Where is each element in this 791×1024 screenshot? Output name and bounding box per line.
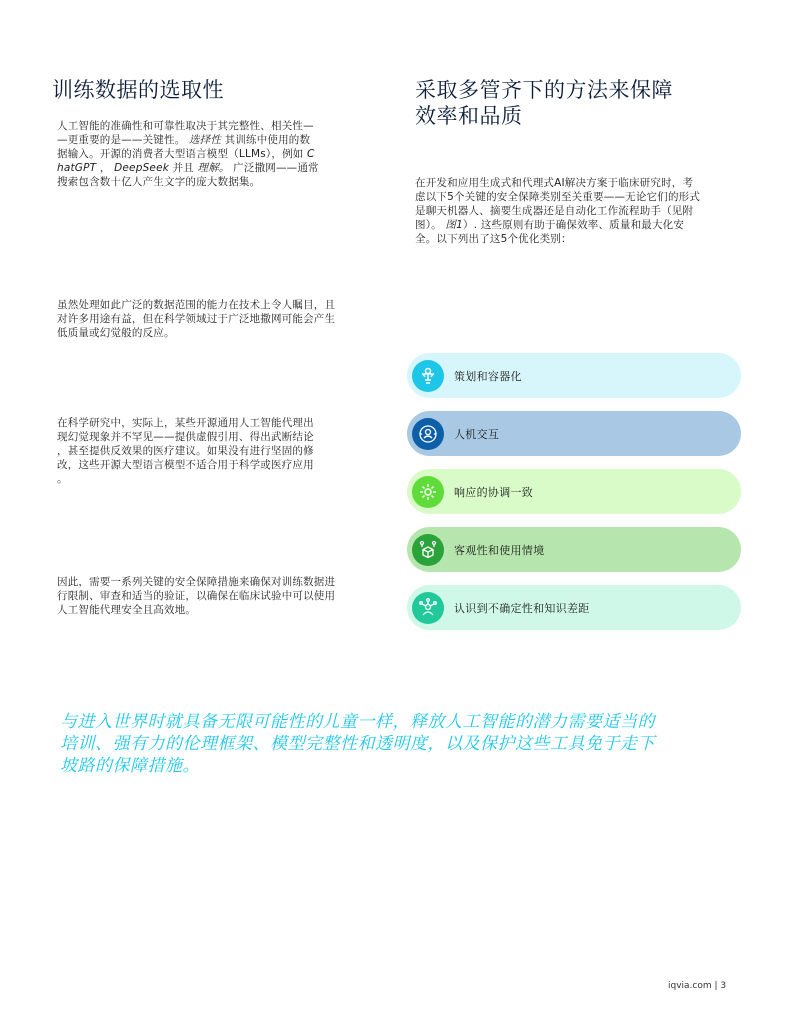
human-ai-icon bbox=[412, 418, 444, 450]
page-footer: iqvia.com | 3 bbox=[668, 981, 727, 991]
left-heading: 训练数据的选取性 bbox=[52, 78, 224, 102]
category-human-ai bbox=[407, 411, 741, 456]
category-label: 人机交互 bbox=[454, 427, 500, 441]
right-intro: 在开发和应用生成式和代理式AI解决方案于临床研究时，考 虑以下5个关键的安全保障类别至关重要——无论它们的形式 是聊天机器人、摘要生成器还是自动化工作流程助手（见附 图）。 图1）. 这些原则有助于确保效率、质量和最大化安 全。以下列出了这5个优化类别： bbox=[415, 177, 701, 245]
category-objectivity bbox=[407, 527, 741, 572]
category-label: 认识到不确定性和知识差距 bbox=[454, 601, 590, 615]
category-label: 响应的协调一致 bbox=[454, 485, 534, 499]
cube-network-icon bbox=[412, 534, 444, 566]
category-label: 客观性和使用情境 bbox=[454, 543, 545, 557]
left-paragraph-2: 虽然处理如此广泛的数据范围的能力在技术上令人瞩目，且 对许多用途有益，但在科学领域过于广泛地撒网可能会产生 低质量或幻觉般的反应。 bbox=[57, 299, 336, 339]
category-uncertainty bbox=[407, 585, 741, 630]
right-heading: 采取多管齐下的方法来保障 效率和品质 bbox=[415, 78, 673, 128]
left-paragraph-3: 在科学研究中，实际上，某些开源通用人工智能代理出 现幻觉现象并不罕见——提供虚假引用、得出武断结论 ，甚至提供反效果的医疗建议。如果没有进行坚固的修 改，这些开源大型语言模型不适合用于科学或医疗应用 。 bbox=[57, 417, 314, 485]
category-label: 策划和容器化 bbox=[454, 369, 522, 383]
gear-sync-icon bbox=[412, 476, 444, 508]
left-paragraph-1: 人工智能的准确性和可靠性取决于其完整性、相关性— —更重要的是——关键性。 选择性 其训练中使用的数 据输入。开源的消费者大型语言模型（LLMs），例如 C hatGPT ， DeepSeek 并且 理解。 广泛撒网——通常 搜索包含数十亿人产生文字的庞大数据集。 bbox=[57, 120, 319, 188]
category-curation bbox=[407, 353, 741, 398]
left-paragraph-4: 因此，需要一系列关键的安全保障措施来确保对训练数据进 行限制、审查和适当的验证，以确保在临床试验中可以使用 人工智能代理安全且高效地。 bbox=[57, 576, 336, 616]
curation-icon bbox=[412, 360, 444, 392]
person-network-icon bbox=[412, 592, 444, 624]
category-response-alignment bbox=[407, 469, 741, 514]
pull-quote: 与进入世界时就具备无限可能性的儿童一样，释放人工智能的潜力需要适当的 培训、强有力的伦理框架、模型完整性和透明度，以及保护这些工具免于走下 坡路的保障措施。 bbox=[60, 712, 655, 776]
